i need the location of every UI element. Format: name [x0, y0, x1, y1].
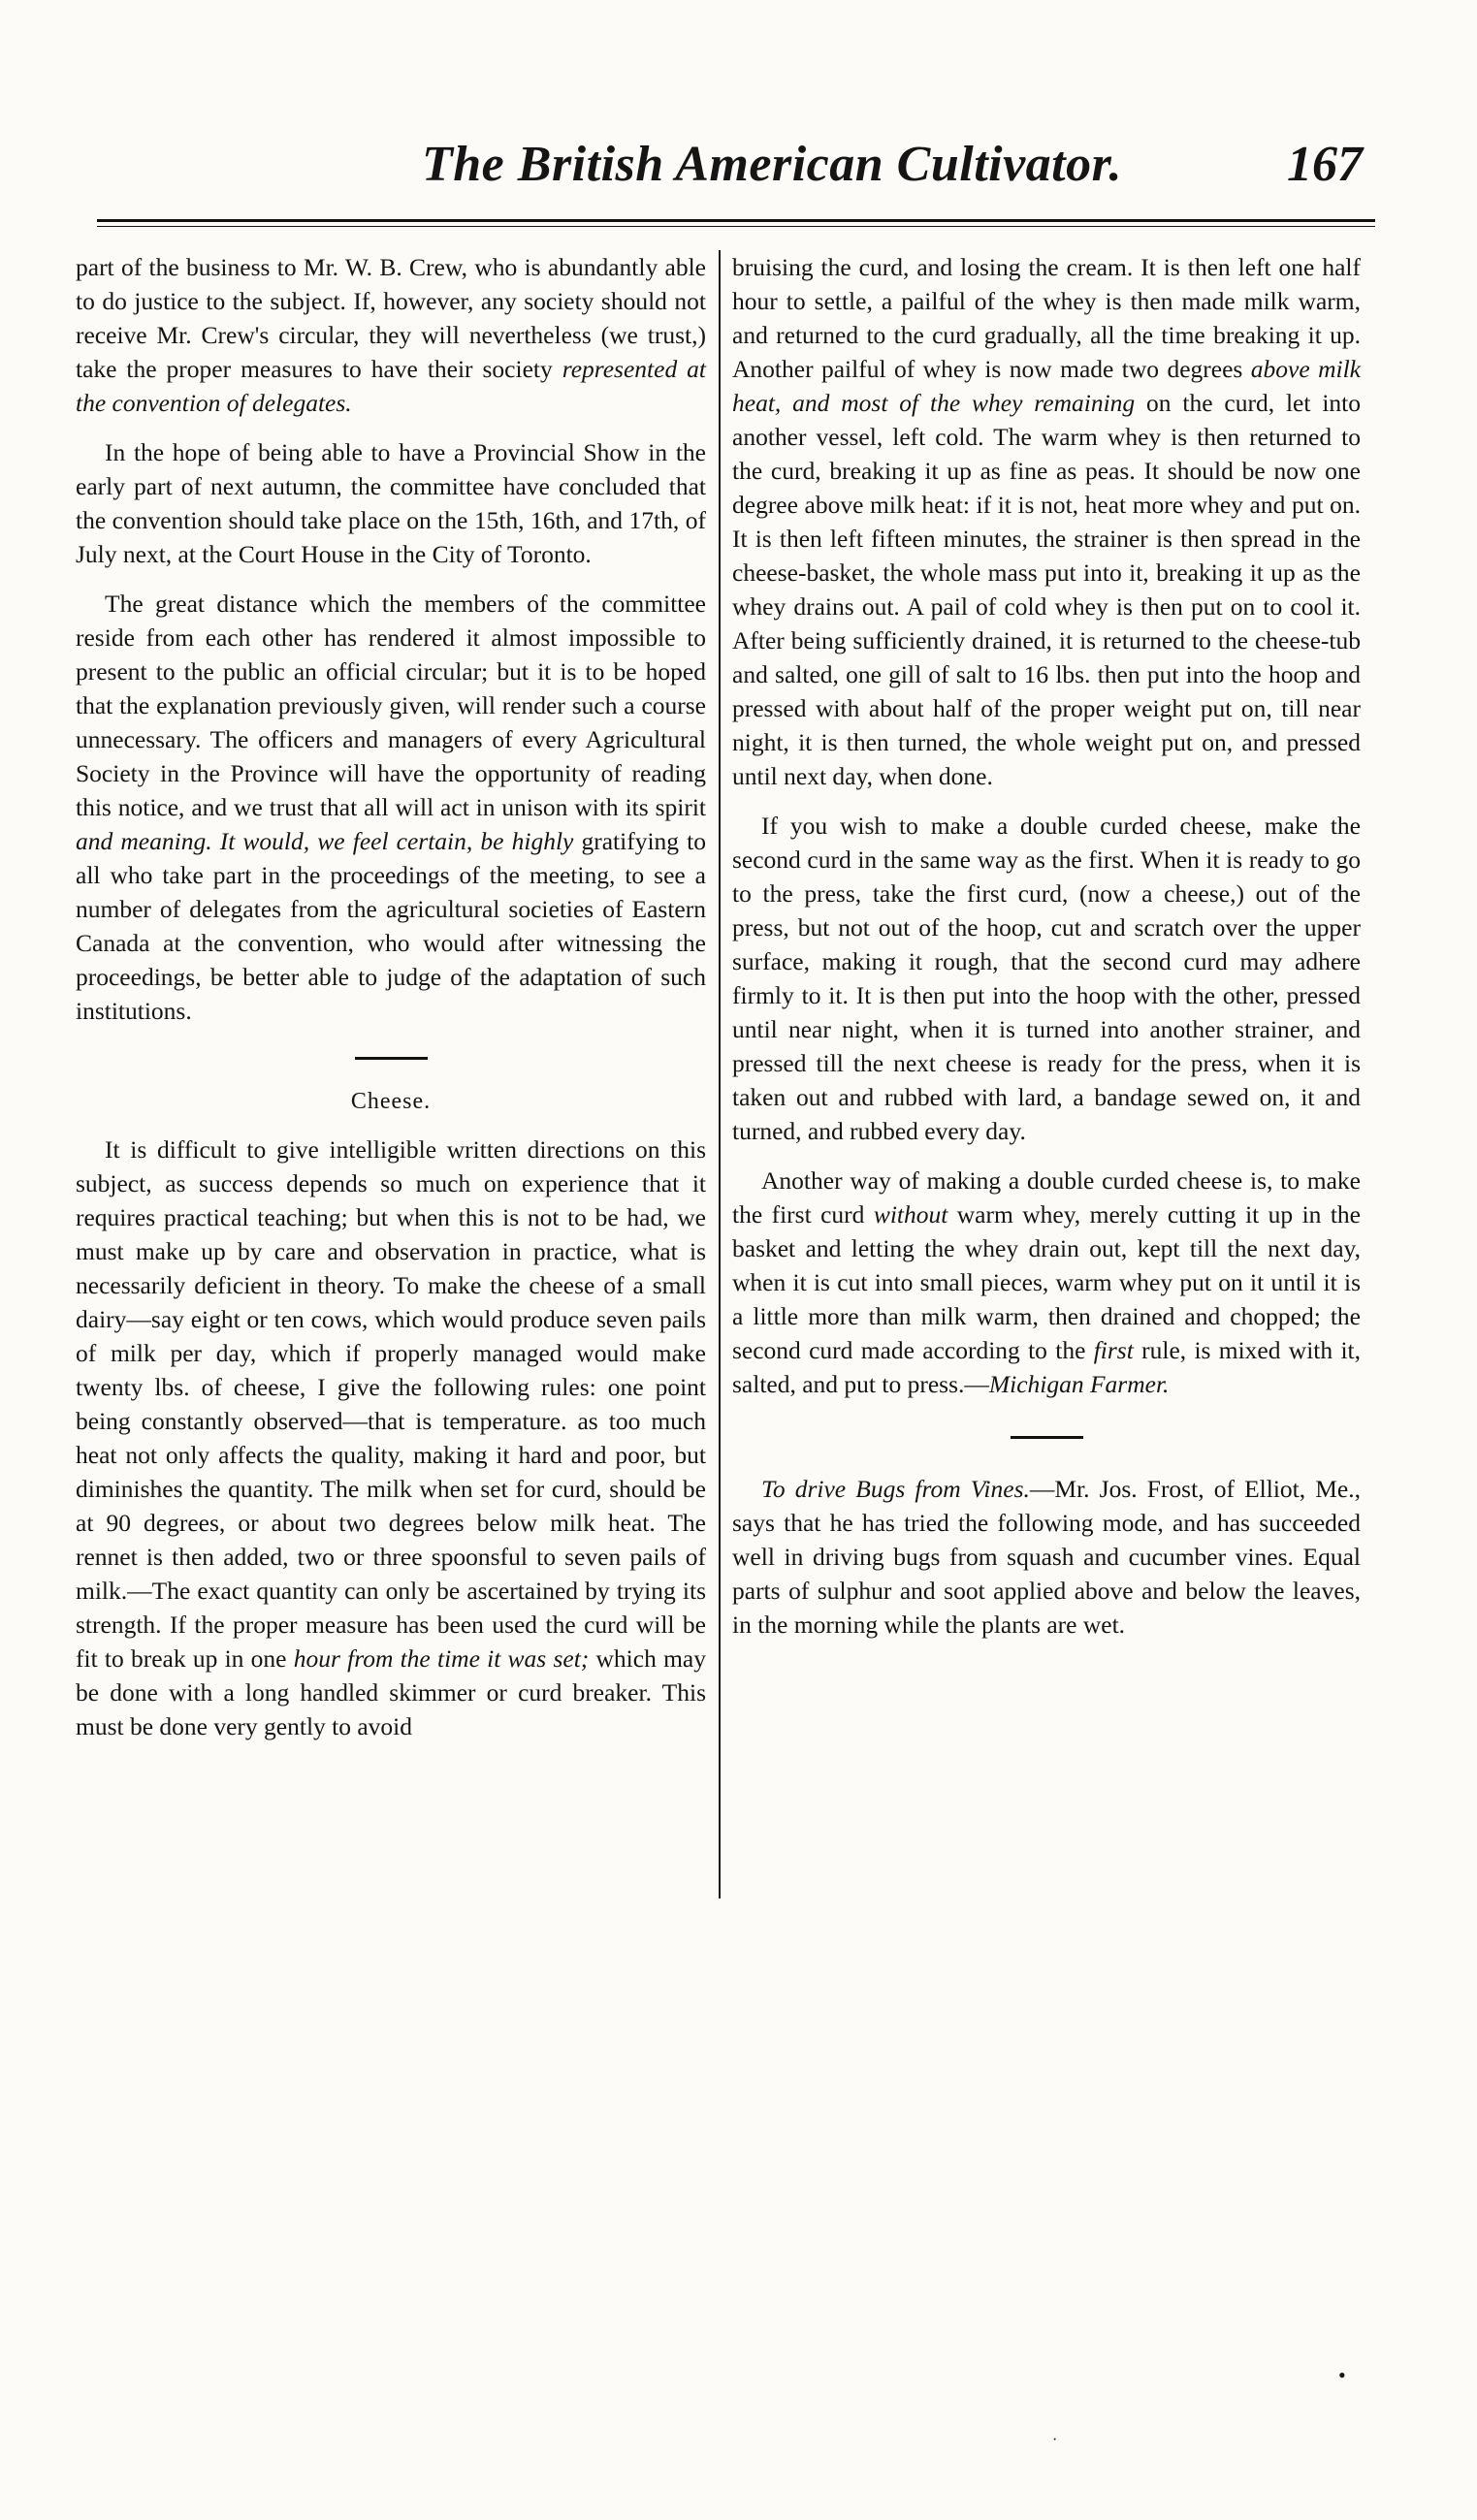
italic-run: and meaning. It would, we feel certain, be highly	[76, 827, 574, 855]
text-run: rule, is mixed with it, salted, and put to press.—	[732, 1336, 1361, 1398]
paragraph	[76, 1132, 706, 1743]
header-rule	[97, 219, 1375, 227]
text-run: Another way of making a double curded cheese is, to make the first curd	[732, 1166, 1361, 1228]
section-divider	[355, 1057, 428, 1060]
text-run: part of the business to Mr. W. B. Crew, who is abundantly able to do justice to the subject. If, however, any society should not receive Mr. Crew's circular, they will nevertheless (we trust,) take the proper measures to have their society	[76, 253, 706, 383]
printing-speck: ·	[1052, 2432, 1058, 2448]
text-run: gratifying to all who take part in the proceedings of the meeting, to see a number of delegates from the agricultural societies of Eastern Canada at the convention, who would after witnessing the proceedings, be better able to judge of the adaptation of such institutions.	[76, 827, 706, 1025]
running-title: The British American Cultivator.	[422, 137, 1122, 192]
section-heading-cheese: Cheese.	[350, 1089, 432, 1114]
paragraph	[732, 1164, 1361, 1401]
italic-run: above milk heat, and most of the whey remaining	[732, 355, 1361, 417]
paragraph	[76, 587, 706, 1028]
right-column	[732, 250, 1361, 1642]
text-run: on the curd, let into another vessel, left cold. The warm whey is then returned to the curd, breaking it up as fine as peas. It should be now one degree above milk heat: if it is not, heat more whey and put on. It is then left fifteen minutes, the strainer is then spread in the cheese-basket, the whole mass put into it, breaking it up as the whey drains out. A pail of cold whey is then put on to cool it. After being sufficiently drained, it is returned to the cheese-tub and salted, one gill of salt to 16 lbs. then put into the hoop and pressed with about half of the proper weight put on, till near night, it is then turned, the whole weight put on, and pressed until next day, when done.	[732, 389, 1361, 790]
text-run: bruising the curd, and losing the cream. It is then left one half hour to settle, a pailful of the whey is then made milk warm, and returned to the curd gradually, all the time breaking it up. Another pailful of whey is now made two degrees	[732, 253, 1361, 383]
italic-run: hour from the time it was set;	[293, 1644, 590, 1673]
page-header	[97, 136, 1363, 204]
text-run: —Mr. Jos. Frost, of Elliot, Me., says that he has tried the following mode, and has succeeded well in driving bugs from squash and cucumber vines. Equal parts of sulphur and soot applied above and below the leaves, in the morning while the plants are wet.	[732, 1475, 1361, 1639]
column-divider	[719, 250, 721, 1898]
article-title: To drive Bugs from Vines.	[761, 1475, 1030, 1503]
text-run: warm whey, merely cutting it up in the basket and letting the whey drain out, kept till the next day, when it is cut into small pieces, warm whey put on it until it is a little more than milk warm, then drained and chopped; the second curd made according to the	[732, 1200, 1361, 1364]
left-column	[76, 250, 706, 1743]
section-divider	[1011, 1436, 1083, 1439]
italic-run: represented at the convention of delegates.	[76, 355, 707, 417]
italic-run: without	[873, 1200, 948, 1228]
paragraph: In the hope of being able to have a Provincial Show in the early part of next autumn, the committee have concluded that the convention should take place on the 15th, 16th, and 17th, of July next, at the Court House in the City of Toronto.	[76, 438, 706, 568]
text-run: The great distance which the members of the committee reside from each other has rendered it almost impossible to present to the public an official circular; but it is to be hoped that the explanation previously given, will render such a course unnecessary. The officers and managers of every Agricultural Society in the Province will have the opportunity of reading this notice, and we trust that all will act in unison with its spirit	[76, 590, 706, 821]
italic-run: first	[1093, 1336, 1134, 1364]
paragraph	[732, 250, 1361, 793]
printing-speck: •	[1338, 2363, 1346, 2387]
text-run: It is difficult to give intelligible written directions on this subject, as success depends so much on experience that it requires practical teaching; but when this is not to be had, we must make up by care and observation in practice, what is necessarily deficient in theory. To make the cheese of a small dairy—say eight or ten cows, which would produce seven pails of milk per day, which if properly managed would make twenty lbs. of cheese, I give the following rules: one point being constantly observed—that is temperature. as too much heat not only affects the quality, making it hard and poor, but diminishes the quantity. The milk when set for curd, should be at 90 degrees, or about two degrees below milk heat. The rennet is then added, two or three spoonsful to seven pails of milk.—The exact quantity can only be ascertained by trying its strength. If the proper measure has been used the curd will be fit to break up in one	[76, 1135, 706, 1673]
paragraph	[76, 250, 706, 420]
source-credit: Michigan Farmer.	[988, 1370, 1170, 1398]
paragraph: If you wish to make a double curded cheese, make the second curd in the same way as the first. When it is ready to go to the press, take the first curd, (now a cheese,) out of the press, but not out of the hoop, cut and scratch over the upper surface, making it rough, that the second curd may adhere firmly to it. It is then put into the hoop with the other, pressed until near night, when it is turned into another strainer, and pressed till the next cheese is ready for the press, when it is taken out and rubbed with lard, a bandage sewed on, it and turned, and rubbed every day.	[732, 812, 1361, 1145]
page-number: 167	[1287, 137, 1363, 192]
text-run: which may be done with a long handled skimmer or curd breaker. This must be done very gently to avoid	[76, 1644, 706, 1740]
paragraph	[732, 1472, 1361, 1642]
